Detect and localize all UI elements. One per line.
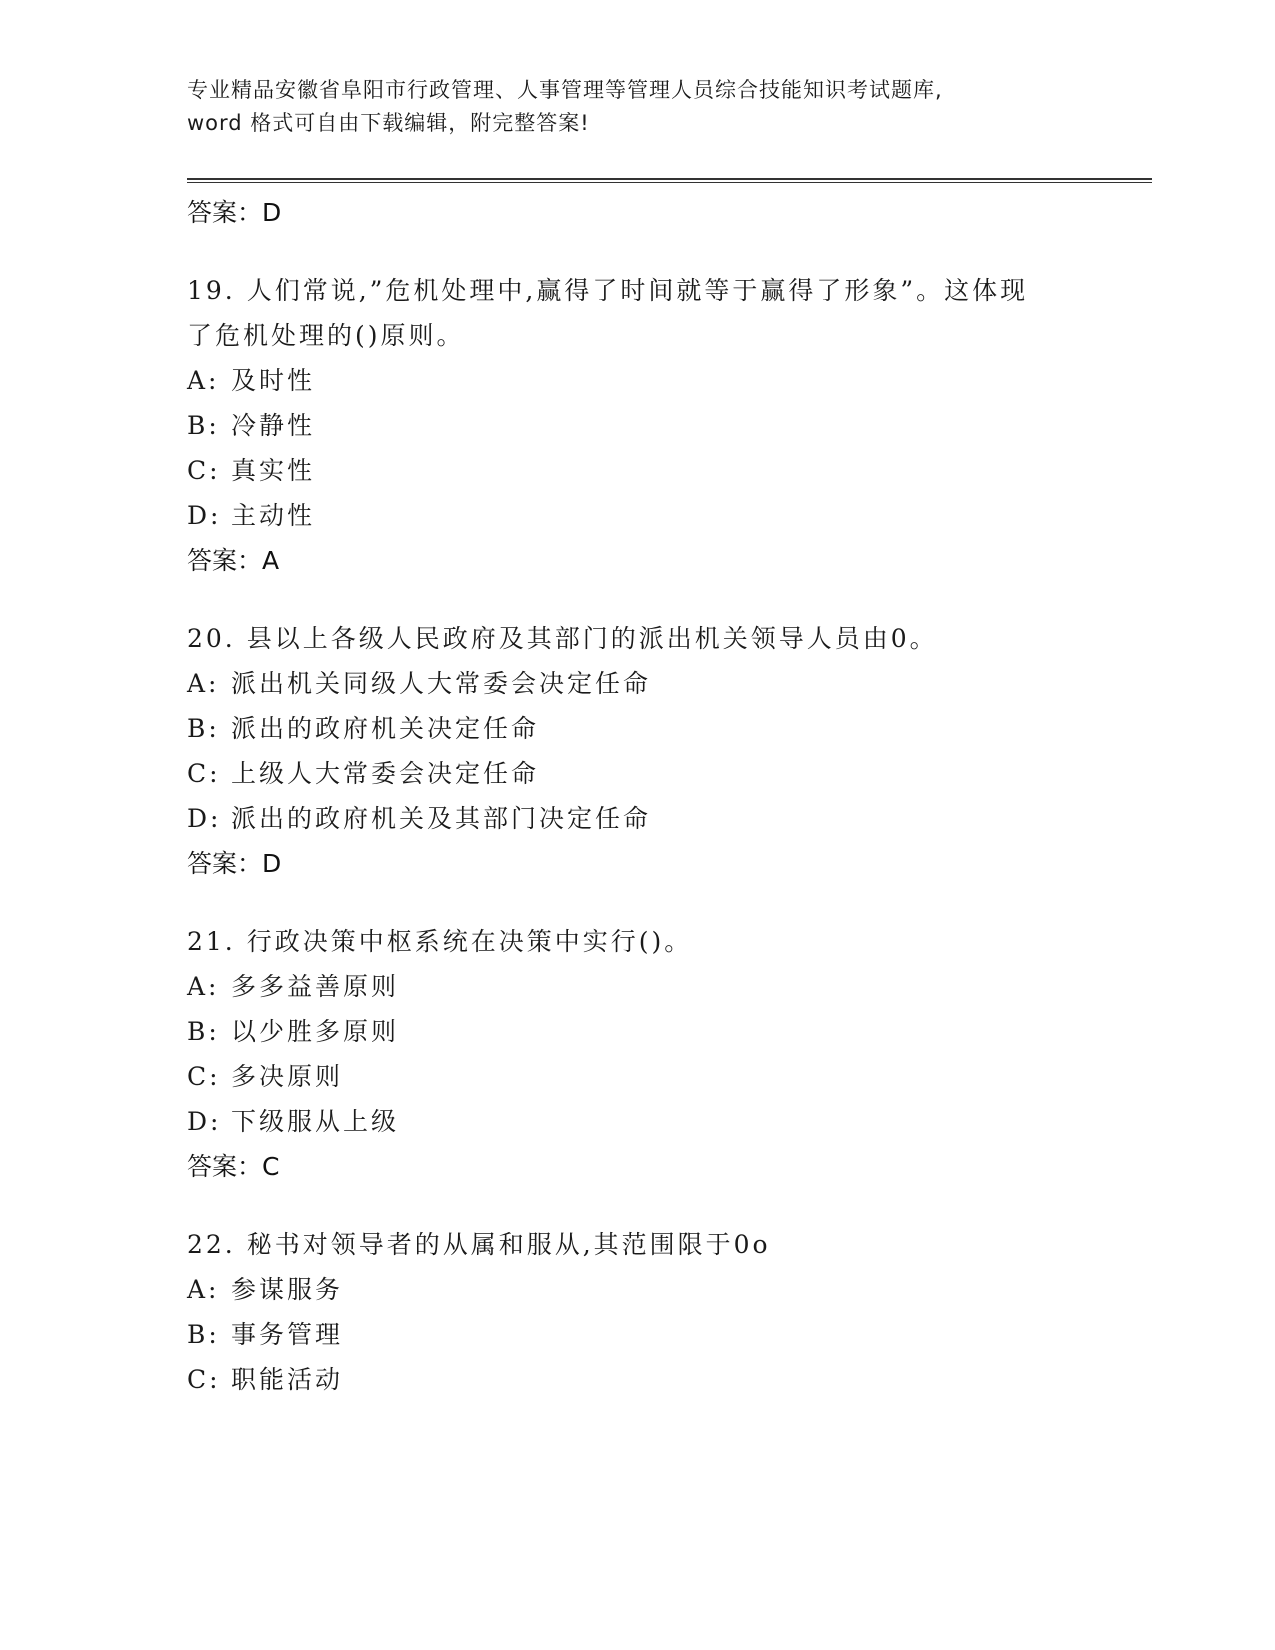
page-header xyxy=(187,74,1087,140)
option-a xyxy=(187,1267,1152,1312)
answer-label: 答案：D xyxy=(187,849,282,878)
header-line-2: word 格式可自由下载编辑，附完整答案! xyxy=(187,111,590,135)
option-d xyxy=(187,493,1152,538)
header-line-1: 专业精品安徽省阜阳市行政管理、人事管理等管理人员综合技能知识考试题库, xyxy=(187,78,943,102)
option-a xyxy=(187,661,1152,706)
option-text: 派出的政府机关及其部门决定任命 xyxy=(231,804,652,833)
answer-label: 答案：C xyxy=(187,1152,280,1181)
option-text: 以少胜多原则 xyxy=(231,1017,400,1046)
option-text: 多决原则 xyxy=(231,1062,344,1091)
option-text: 下级服从上级 xyxy=(231,1107,400,1136)
option-letter: C: xyxy=(187,759,221,788)
option-text: 派出的政府机关决定任命 xyxy=(231,714,540,743)
option-a xyxy=(187,358,1152,403)
option-text: 职能活动 xyxy=(231,1365,344,1394)
option-text: 主动性 xyxy=(231,501,316,530)
option-letter: A: xyxy=(187,366,220,395)
question-21 xyxy=(187,919,1152,1190)
option-d xyxy=(187,1099,1152,1144)
option-text: 真实性 xyxy=(231,456,316,485)
option-c xyxy=(187,1054,1152,1099)
question-20 xyxy=(187,616,1152,887)
option-letter: A: xyxy=(187,972,220,1001)
option-letter: D: xyxy=(187,804,222,833)
option-b xyxy=(187,706,1152,751)
option-letter: A: xyxy=(187,1275,220,1304)
option-c xyxy=(187,1357,1152,1402)
option-letter: C: xyxy=(187,1062,221,1091)
option-text: 事务管理 xyxy=(231,1320,344,1349)
option-c xyxy=(187,448,1152,493)
option-letter: A: xyxy=(187,669,220,698)
option-letter: B: xyxy=(187,714,220,743)
answer-label: 答案：A xyxy=(187,546,280,575)
option-b xyxy=(187,1312,1152,1357)
answer-label: 答案：D xyxy=(187,198,282,227)
option-c xyxy=(187,751,1152,796)
option-a xyxy=(187,964,1152,1009)
option-text: 参谋服务 xyxy=(231,1275,344,1304)
option-letter: D: xyxy=(187,1107,222,1136)
option-letter: C: xyxy=(187,1365,221,1394)
question-19 xyxy=(187,268,1152,584)
option-text: 上级人大常委会决定任命 xyxy=(231,759,540,788)
option-text: 多多益善原则 xyxy=(231,972,400,1001)
option-letter: B: xyxy=(187,1017,220,1046)
question-stem: 22. 秘书对领导者的从属和服从,其范围限于0o xyxy=(187,1230,771,1259)
option-text: 冷静性 xyxy=(231,411,316,440)
option-letter: B: xyxy=(187,1320,220,1349)
question-22 xyxy=(187,1222,1152,1402)
option-b xyxy=(187,403,1152,448)
option-text: 及时性 xyxy=(231,366,316,395)
option-text: 派出机关同级人大常委会决定任命 xyxy=(231,669,652,698)
question-stem: 20. 县以上各级人民政府及其部门的派出机关领导人员由0。 xyxy=(187,624,938,653)
option-d xyxy=(187,796,1152,841)
question-stem: 21. 行政决策中枢系统在决策中实行()。 xyxy=(187,927,693,956)
option-b xyxy=(187,1009,1152,1054)
header-divider xyxy=(187,178,1152,183)
option-letter: D: xyxy=(187,501,222,530)
option-letter: C: xyxy=(187,456,221,485)
question-stem: 19. 人们常说,”危机处理中,赢得了时间就等于赢得了形象”。这体现了危机处理的()原则。 xyxy=(187,276,1029,350)
option-letter: B: xyxy=(187,411,220,440)
question-list xyxy=(187,190,1152,1402)
